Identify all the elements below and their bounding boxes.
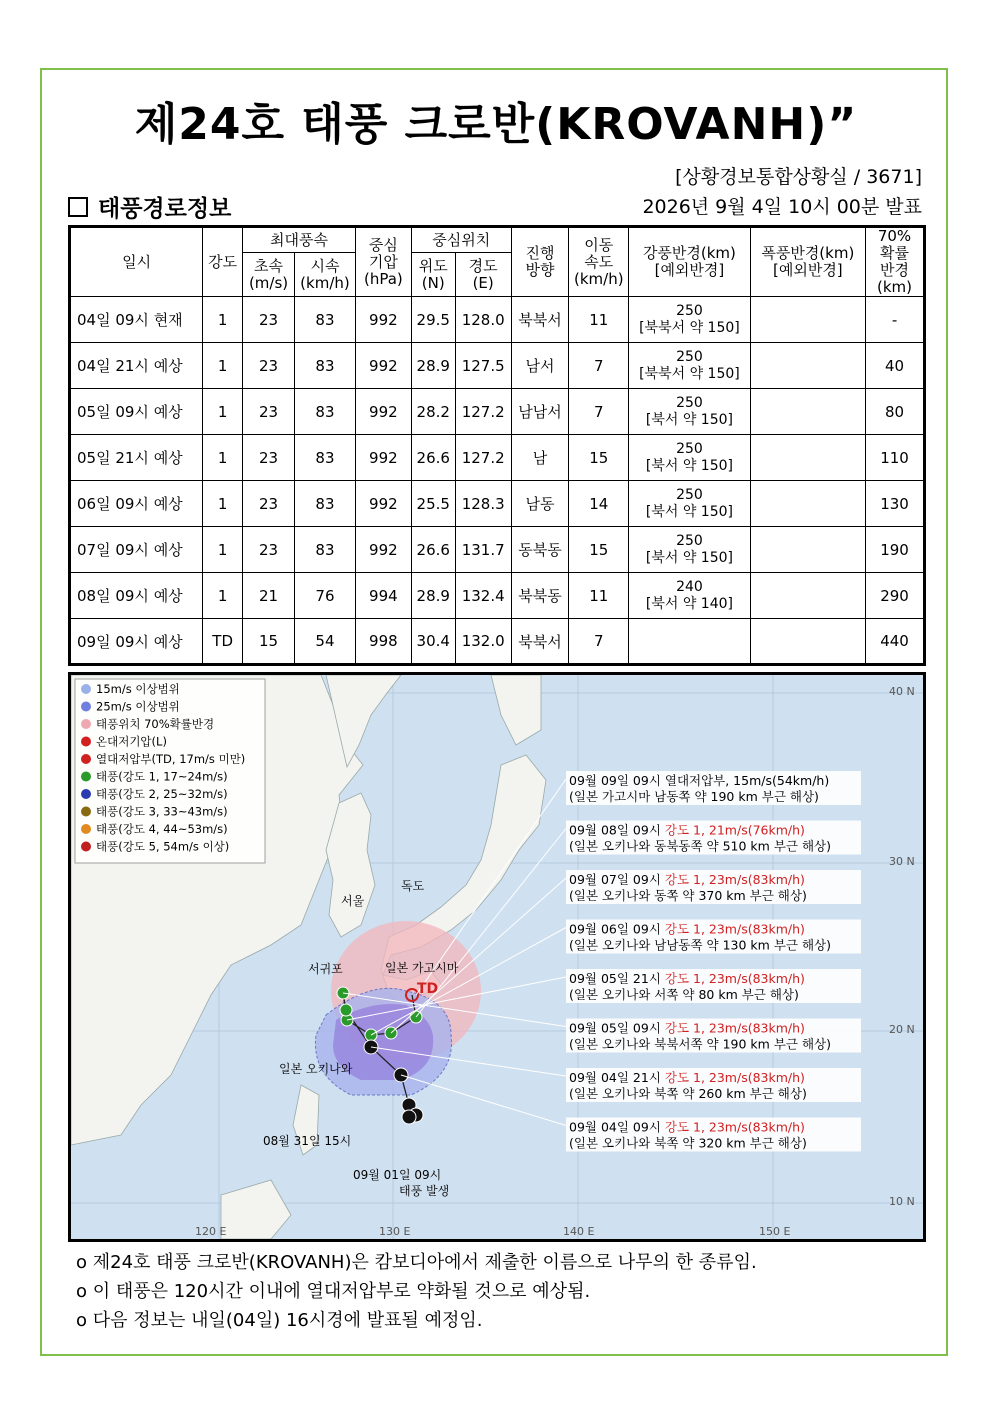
cell-prob: 290	[866, 573, 925, 619]
cell-pressure: 992	[355, 435, 411, 481]
cell-storm	[750, 297, 865, 343]
legend-item: 태풍위치 70%확률반경	[96, 717, 215, 731]
cell-dir: 동북동	[511, 527, 569, 573]
cell-speed: 14	[569, 481, 629, 527]
place-seoul: 서울	[341, 894, 365, 908]
cell-ms: 23	[243, 343, 295, 389]
annotation-location: (일본 오키나와 북북서쪽 약 190 km 부근 해상)	[569, 1036, 831, 1052]
cell-dir: 북북서	[511, 297, 569, 343]
formed-label: 태풍 발생	[399, 1184, 450, 1198]
cell-storm	[750, 573, 865, 619]
cell-prob: 40	[866, 343, 925, 389]
cell-kmh: 83	[295, 527, 356, 573]
office-label: [상황경보통합상황실 / 3671]	[675, 166, 922, 188]
cell-dir: 남	[511, 435, 569, 481]
table-row	[70, 389, 925, 435]
cell-speed: 7	[569, 343, 629, 389]
cell-time: 08일 09시 예상	[70, 573, 203, 619]
cell-strong: 250 [북서 약 150]	[629, 389, 750, 435]
annotation-title: 09월 07일 09시 강도 1, 23m/s(83km/h)	[569, 872, 805, 887]
cell-intensity: 1	[203, 573, 243, 619]
legend-item: 열대저압부(TD, 17m/s 미만)	[96, 752, 246, 766]
header-ms: 초속 (m/s)	[243, 253, 295, 297]
cell-speed: 11	[569, 573, 629, 619]
note-1: o 제24호 태풍 크로반(KROVANH)은 캄보디아에서 제출한 이름으로 나무의 한 종류임.	[76, 1252, 757, 1273]
longitude-label: 150 E	[759, 1225, 791, 1238]
checkbox-icon	[68, 197, 88, 217]
annotation-title: 09월 09일 09시 열대저압부, 15m/s(54km/h)	[569, 773, 830, 788]
cell-ms: 21	[243, 573, 295, 619]
cell-ms: 23	[243, 297, 295, 343]
cell-pressure: 994	[355, 573, 411, 619]
header-strong-wind-radius: 강풍반경(km) [예외반경]	[629, 227, 750, 297]
cell-ms: 15	[243, 619, 295, 665]
legend-swatch-icon	[81, 772, 91, 782]
cell-lat: 28.9	[411, 343, 455, 389]
header-direction: 진행 방향	[511, 227, 569, 297]
cell-intensity: 1	[203, 435, 243, 481]
annotation-location: (일본 오키나와 남남동쪽 약 130 km 부근 해상)	[569, 937, 831, 953]
annotation-title: 09월 04일 09시 강도 1, 23m/s(83km/h)	[569, 1119, 805, 1135]
annotation-title: 09월 06일 09시 강도 1, 23m/s(83km/h)	[569, 921, 805, 937]
longitude-label: 130 E	[379, 1225, 411, 1238]
place-dokdo: 독도	[401, 879, 425, 893]
header-center: 중심위치	[411, 227, 511, 253]
cell-time: 04일 09시 현재	[70, 297, 203, 343]
cell-kmh: 83	[295, 435, 356, 481]
cell-strong: 250 [북서 약 150]	[629, 527, 750, 573]
legend-swatch-icon	[81, 684, 91, 694]
annotation-title: 09월 04일 21시 강도 1, 23m/s(83km/h)	[569, 1070, 805, 1085]
cell-lat: 26.6	[411, 435, 455, 481]
cell-prob: 440	[866, 619, 925, 665]
header-speed: 이동 속도 (km/h)	[569, 227, 629, 297]
header-lat: 위도 (N)	[411, 253, 455, 297]
legend-item: 15m/s 이상범위	[96, 682, 180, 696]
cell-lat: 28.2	[411, 389, 455, 435]
legend-swatch-icon	[81, 754, 91, 764]
table-row	[70, 573, 925, 619]
cell-prob: 130	[866, 481, 925, 527]
cell-speed: 7	[569, 389, 629, 435]
legend-item: 태풍(강도 5, 54m/s 이상)	[96, 839, 230, 854]
annotation-location: (일본 가고시마 남동쪽 약 190 km 부근 해상)	[569, 789, 819, 804]
cell-lat: 29.5	[411, 297, 455, 343]
typhoon-track-table	[68, 225, 926, 666]
issued-time: 2026년 9월 4일 10시 00분 발표	[642, 196, 922, 218]
cell-prob: -	[866, 297, 925, 343]
table-row	[70, 435, 925, 481]
annotation-location: (일본 오키나와 동쪽 약 370 km 부근 해상)	[569, 888, 807, 903]
cell-strong	[629, 619, 750, 665]
cell-lat: 25.5	[411, 481, 455, 527]
cell-lat: 26.6	[411, 527, 455, 573]
cell-lat: 28.9	[411, 573, 455, 619]
map-svg	[71, 675, 923, 1239]
cell-strong: 250 [북북서 약 150]	[629, 343, 750, 389]
formed-time: 09월 01일 09시	[353, 1168, 442, 1182]
cell-kmh: 83	[295, 389, 356, 435]
track-table-body	[70, 297, 925, 665]
table-row	[70, 481, 925, 527]
annotation-title: 09월 08일 09시 강도 1, 21m/s(76km/h)	[569, 822, 805, 838]
place-okinawa: 일본 오키나와	[279, 1062, 353, 1076]
place-kagoshima: 일본 가고시마	[385, 961, 459, 975]
annotation-location: (일본 오키나와 북쪽 약 320 km 부근 해상)	[569, 1135, 807, 1151]
annotation-title: 09월 05일 21시 강도 1, 23m/s(83km/h)	[569, 971, 805, 986]
cell-speed: 15	[569, 435, 629, 481]
cell-lon: 132.0	[455, 619, 511, 665]
cell-strong: 250 [북서 약 150]	[629, 435, 750, 481]
legend-item: 태풍(강도 2, 25~32m/s)	[96, 787, 228, 801]
cell-lon: 132.4	[455, 573, 511, 619]
cell-storm	[750, 619, 865, 665]
header-storm-radius: 폭풍반경(km) [예외반경]	[750, 227, 865, 297]
latitude-label: 20 N	[889, 1023, 915, 1036]
legend-swatch-icon	[81, 824, 91, 834]
cell-intensity: 1	[203, 343, 243, 389]
table-row	[70, 527, 925, 573]
cell-pressure: 998	[355, 619, 411, 665]
cell-lon: 128.0	[455, 297, 511, 343]
cell-strong: 250 [북서 약 150]	[629, 481, 750, 527]
cell-kmh: 54	[295, 619, 356, 665]
legend-swatch-icon	[81, 737, 91, 747]
longitude-label: 140 E	[563, 1225, 595, 1238]
cell-prob: 190	[866, 527, 925, 573]
legend-item: 25m/s 이상범위	[96, 699, 180, 714]
header-intensity: 강도	[203, 227, 243, 297]
cell-dir: 남서	[511, 343, 569, 389]
cell-dir: 북북동	[511, 573, 569, 619]
cell-time: 05일 09시 예상	[70, 389, 203, 435]
typhoon-icon	[402, 1110, 416, 1124]
latitude-label: 40 N	[889, 685, 915, 698]
place-seogwipo: 서귀포	[308, 962, 343, 976]
td-label: TD	[417, 981, 439, 997]
table-row	[70, 619, 925, 665]
cell-speed: 11	[569, 297, 629, 343]
header-datetime: 일시	[70, 227, 203, 297]
table-row	[70, 343, 925, 389]
annotation-location: (일본 오키나와 동북동쪽 약 510 km 부근 해상)	[569, 838, 831, 854]
cell-lon: 127.5	[455, 343, 511, 389]
header-max-wind: 최대풍속	[243, 227, 356, 253]
cell-speed: 7	[569, 619, 629, 665]
cell-prob: 110	[866, 435, 925, 481]
cell-speed: 15	[569, 527, 629, 573]
cell-dir: 남남서	[511, 389, 569, 435]
header-lon: 경도 (E)	[455, 253, 511, 297]
longitude-label: 120 E	[195, 1225, 227, 1238]
legend-swatch-icon	[81, 842, 91, 852]
cell-dir: 남동	[511, 481, 569, 527]
cell-time: 09일 09시 예상	[70, 619, 203, 665]
cell-intensity: 1	[203, 481, 243, 527]
annotation-title: 09월 05일 09시 강도 1, 23m/s(83km/h)	[569, 1020, 805, 1036]
cell-pressure: 992	[355, 343, 411, 389]
cell-pressure: 992	[355, 527, 411, 573]
cell-intensity: 1	[203, 297, 243, 343]
cell-kmh: 83	[295, 297, 356, 343]
history-start: 08월 31일 15시	[263, 1134, 352, 1148]
cell-ms: 23	[243, 481, 295, 527]
cell-storm	[750, 527, 865, 573]
cell-lon: 127.2	[455, 435, 511, 481]
cell-time: 06일 09시 예상	[70, 481, 203, 527]
cell-time: 05일 21시 예상	[70, 435, 203, 481]
latitude-label: 10 N	[889, 1195, 915, 1208]
header-probability-radius: 70% 확률 반경 (km)	[866, 227, 925, 297]
legend-swatch-icon	[81, 789, 91, 799]
section-title: 태풍경로정보	[98, 196, 232, 222]
cell-storm	[750, 435, 865, 481]
typhoon-map	[68, 672, 926, 1242]
cell-prob: 80	[866, 389, 925, 435]
cell-time: 07일 09시 예상	[70, 527, 203, 573]
cell-pressure: 992	[355, 389, 411, 435]
page-title: 제24호 태풍 크로반(KROVANH)”	[134, 99, 858, 150]
cell-ms: 23	[243, 389, 295, 435]
cell-kmh: 83	[295, 481, 356, 527]
legend-swatch-icon	[81, 719, 91, 729]
cell-kmh: 76	[295, 573, 356, 619]
cell-pressure: 992	[355, 481, 411, 527]
annotation-location: (일본 오키나와 서쪽 약 80 km 부근 해상)	[569, 987, 799, 1002]
legend-item: 태풍(강도 4, 44~53m/s)	[96, 822, 228, 836]
notes	[76, 1248, 757, 1335]
legend-swatch-icon	[81, 702, 91, 712]
cell-lat: 30.4	[411, 619, 455, 665]
cell-ms: 23	[243, 527, 295, 573]
cell-lon: 131.7	[455, 527, 511, 573]
note-2: o 이 태풍은 120시간 이내에 열대저압부로 약화될 것으로 예상됨.	[76, 1281, 591, 1302]
cell-intensity: TD	[203, 619, 243, 665]
note-3: o 다음 정보는 내일(04일) 16시경에 발표될 예정임.	[76, 1310, 483, 1331]
cell-intensity: 1	[203, 389, 243, 435]
cell-storm	[750, 389, 865, 435]
cell-time: 04일 21시 예상	[70, 343, 203, 389]
cell-lon: 128.3	[455, 481, 511, 527]
cell-strong: 250 [북북서 약 150]	[629, 297, 750, 343]
cell-lon: 127.2	[455, 389, 511, 435]
cell-pressure: 992	[355, 297, 411, 343]
header-kmh: 시속 (km/h)	[295, 253, 356, 297]
legend-swatch-icon	[81, 807, 91, 817]
annotation-location: (일본 오키나와 북쪽 약 260 km 부근 해상)	[569, 1086, 807, 1101]
table-row	[70, 297, 925, 343]
cell-kmh: 83	[295, 343, 356, 389]
legend-item: 온대저기압(L)	[96, 734, 167, 749]
cell-storm	[750, 343, 865, 389]
section-heading	[68, 190, 231, 223]
map-legend	[75, 679, 265, 863]
cell-ms: 23	[243, 435, 295, 481]
latitude-label: 30 N	[889, 855, 915, 868]
typhoon-icon	[340, 1004, 352, 1016]
cell-storm	[750, 481, 865, 527]
cell-dir: 북북서	[511, 619, 569, 665]
legend-item: 태풍(강도 3, 33~43m/s)	[96, 804, 228, 819]
header-pressure: 중심 기압 (hPa)	[355, 227, 411, 297]
legend-item: 태풍(강도 1, 17~24m/s)	[96, 769, 228, 784]
cell-intensity: 1	[203, 527, 243, 573]
cell-strong: 240 [북서 약 140]	[629, 573, 750, 619]
